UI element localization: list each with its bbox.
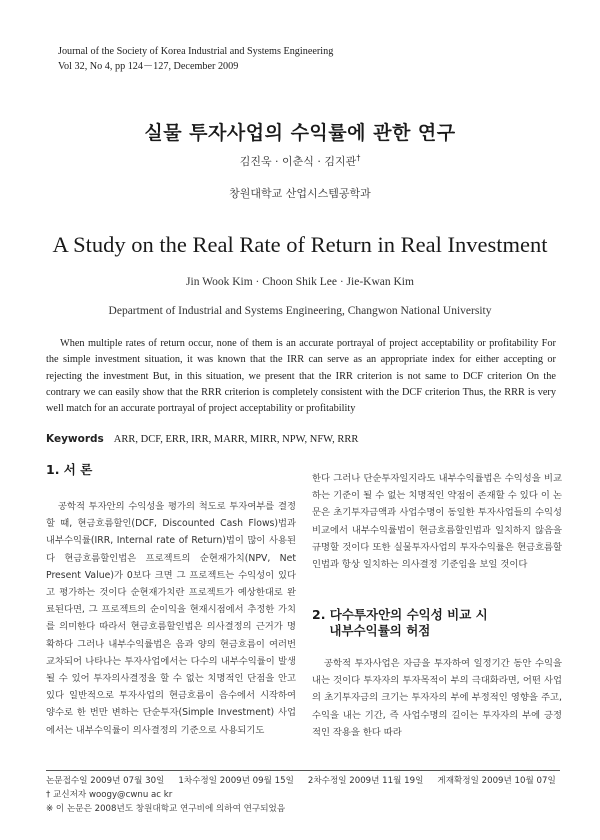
journal-name: Journal of the Society of Korea Industrial and Systems Engineering bbox=[58, 46, 334, 57]
section-2-heading: 2. 다수투자안의 수익성 비교 시 내부수익률의 허점 bbox=[312, 607, 488, 638]
korean-affiliation: 창원대학교 산업시스템공학과 bbox=[229, 187, 371, 200]
keywords bbox=[46, 433, 358, 445]
second-revision-date: 2차수정일 2009년 11월 19일 bbox=[307, 776, 424, 786]
abstract: When multiple rates of return occur, none of them is an accurate portrayal of project acceptability or profitability For the simple investment situation, it was known that the IRR can serve as an appropriate index for either accepting or rejecting the investment But, in this situation, we present that the IRR criterion is not same to DCF criterion On the contrary we can easily show that the RRR criterion is completely consistent with the DCF criterion Thus, the RRR is very well match for an accurate portrayal of project acceptability or profitability bbox=[46, 338, 556, 415]
english-title: A Study on the Real Rate of Return in Real Investment bbox=[52, 232, 548, 257]
section-2-body: 공학적 투자사업은 자금을 투자하여 일정기간 동안 수익을 내는 것이다 투자자의 투자목적이 부의 극대화라면, 어떤 사업의 초기투자금의 크기는 투자자의 부에 부정적인 영향을 주고, 수익을 내는 기간, 즉 사업수명의 길이는 투자자의 부에 긍정적인 작용을 한다 따라 bbox=[312, 658, 562, 738]
footnotes bbox=[46, 770, 560, 816]
journal-header bbox=[58, 44, 333, 74]
english-affiliation: Department of Industrial and Systems Engineering, Changwon National University bbox=[108, 305, 492, 317]
received-date: 논문접수일 2009년 07월 30일 bbox=[46, 776, 165, 786]
korean-authors bbox=[0, 153, 600, 169]
keywords-list: ARR, DCF, ERR, IRR, MARR, MIRR, NPW, NFW, RRR bbox=[113, 434, 359, 445]
section-1-continuation: 한다 그러나 단순투자일지라도 내부수익률법은 수익성을 비교하는 기준이 될 수 없는 치명적인 약점이 존재할 수 있다 이 논문은 초기투자금액과 사업수명이 동일한 투자사업들의 수익성 비교에서 내부수익률법이 현금흐름할인법과 일치하지 않음을 규명할 것이다 또한 실물투자사업의 투자수익률은 현금흐름할인법과 항상 일치하는 의사결정 기준임을 보일 것이다 bbox=[312, 473, 562, 571]
journal-issue: Vol 32, No 4, pp 124－127, December 2009 bbox=[58, 61, 239, 72]
korean-title: 실물 투자사업의 수익률에 관한 연구 bbox=[144, 122, 456, 144]
submission-dates bbox=[46, 774, 560, 788]
english-authors: Jin Wook Kim · Choon Shik Lee · Jie-Kwan Kim bbox=[186, 276, 414, 288]
funding-note: ※ 이 논문은 2008년도 창원대학교 연구비에 의하여 연구되었음 bbox=[46, 804, 286, 814]
first-revision-date: 1차수정일 2009년 09월 15일 bbox=[178, 776, 294, 786]
korean-author-names: 김진욱 · 이춘식 · 김지관 bbox=[239, 155, 357, 168]
section-1-heading: 1. 서 론 bbox=[46, 462, 93, 477]
keywords-label: Keywords bbox=[46, 433, 104, 445]
section-1-body: 공학적 투자안의 수익성을 평가의 척도로 투자여부를 결정할 때, 현금흐름할인(DCF, Discounted Cash Flows)법과 내부수익률(IRR, Internal rate of Return)법이 많이 사용된다 현금흐름할인법은 프로젝트의 순현재가치(NPV, Net Present Value)가 0보다 크면 그 프로젝트는 수익성이 있다고 평가하는 것이다 순현재가치란 프로젝트가 예상한대로 완료된다면, 그 프로젝트의 순이익을 현재시점에서 추정한 가치를 의미한다 따라서 현금흐름할인법은 의사결정의 근거가 명확하다 그러나 내부수익률법은 음과 양의 현금흐름이 여러번 교차되어 나타나는 투자사업에서는 다수의 내부수익률이 발생될 수 있어 투자의사결정을 할 수 없는 치명적인 단점을 안고 있다 일반적으로 투자사업의 현금흐름이 음수에서 시작하여 양수로 한 번만 변하는 단순투자(Simple Investment) 사업에서는 내부수익률이 의사결정의 기준으로 사용되기도 bbox=[46, 501, 296, 736]
corresponding-author-mark: † bbox=[356, 153, 361, 163]
accepted-date: 게재확정일 2009년 10월 07일 bbox=[437, 776, 556, 786]
corresponding-author-note: † 교신저자 woogy@cwnu ac kr bbox=[46, 790, 173, 800]
